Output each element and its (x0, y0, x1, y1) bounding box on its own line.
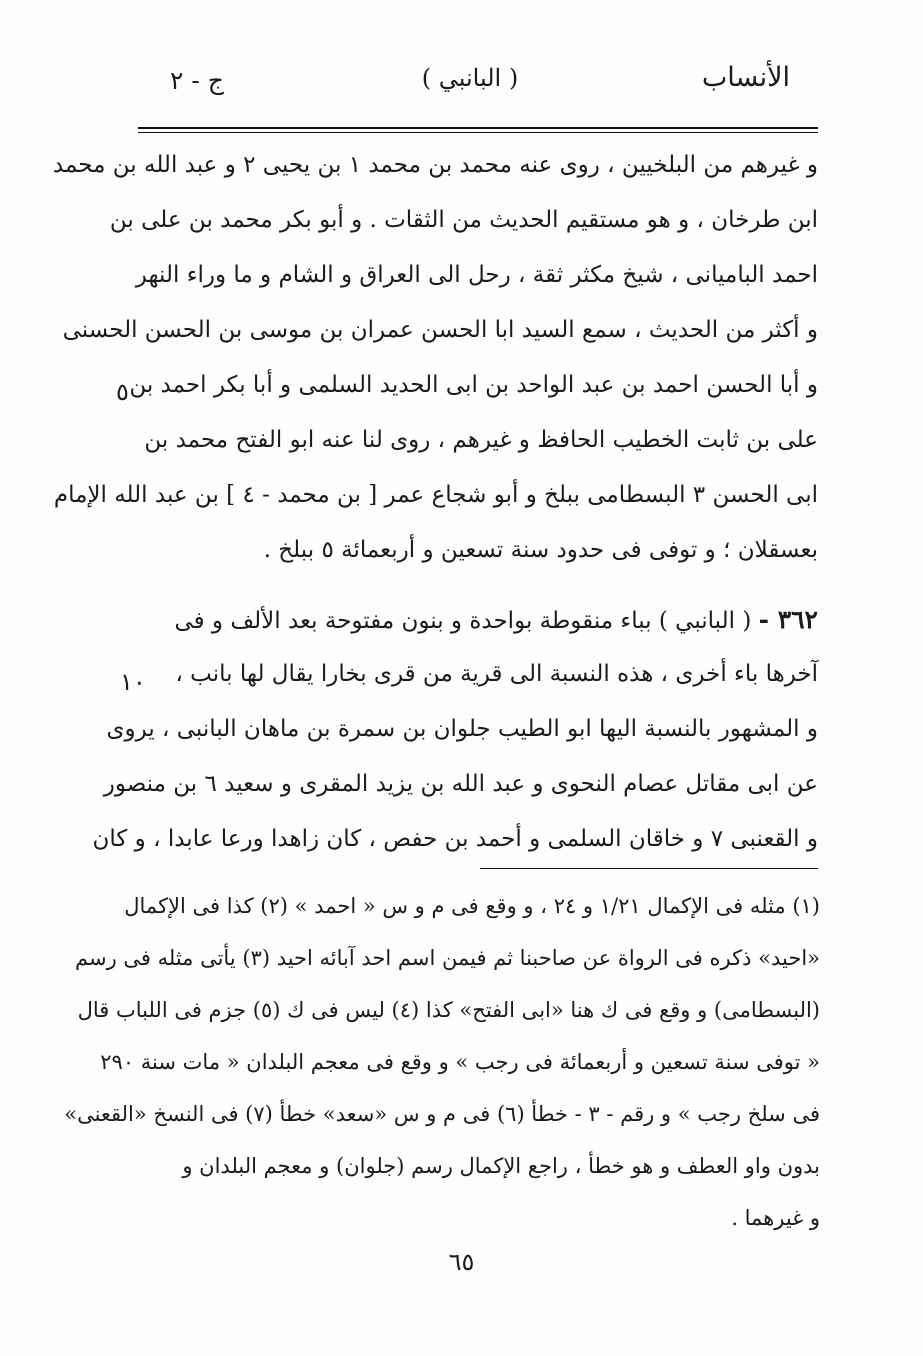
text-line: ابى الحسن ٣ البسطامى ببلخ و أبو شجاع عمر [ بن محمد - ٤ ] بن عبد الله الإمام (53, 482, 818, 508)
header-rule-thick (138, 127, 818, 129)
text-line: و المشهور بالنسبة اليها ابو الطيب جلوان بن سمرة بن ماهان البانبى ، يروى (106, 716, 818, 742)
text-line: ابن طرخان ، و هو مستقيم الحديث من الثقات . و أبو بكر محمد بن على بن (109, 207, 818, 233)
text-line: و القعنبى ٧ و خاقان السلمى و أحمد بن حفص ، كان زاهدا ورعا عابدا ، و كان (92, 826, 818, 852)
text-line: آخرها باء أخرى ، هذه النسبة الى قرية من قرى بخارا يقال لها بانب ، (175, 661, 818, 687)
entry-first-line (158, 592, 818, 647)
footnote-line: و غيرهما . (731, 1206, 820, 1230)
footnote-line: بدون واو العطف و هو خطأ ، راجع الإكمال رسم (جلوان) و معجم البلدان و (182, 1154, 820, 1178)
text-line: و غيرهم من البلخيين ، روى عنه محمد بن محمد ١ بن يحيى ٢ و عبد الله بن محمد (52, 152, 818, 178)
text-line: على بن ثابت الخطيب الحافظ و غيرهم ، روى لنا عنه ابو الفتح محمد بن (144, 427, 818, 453)
entry-number: ٣٦٢ - (758, 605, 818, 634)
text-line: و أبا الحسن احمد بن عبد الواحد بن ابى الحديد السلمى و أبا بكر احمد بن (129, 372, 818, 398)
page-number: ٦٥ (448, 1248, 475, 1276)
header-rule-thin (138, 132, 818, 133)
header-volume: ج - ٢ (170, 66, 224, 95)
entry-heading-text: ( البانبي ) بباء منقوطة بواحدة و بنون مفتوحة بعد الألف و فى (174, 608, 752, 634)
text-line: و أكثر من الحديث ، سمع السيد ابا الحسن عمران بن موسى بن الحسن الحسنى (62, 317, 818, 343)
footnote-line: (١) مثله فى الإكمال ١/٢١ و ٢٤ ، و وقع فى م و س « احمد » (٢) كذا فى الإكمال (124, 894, 820, 918)
footnotes (64, 880, 820, 1244)
footnote-separator (480, 868, 818, 869)
header-book-title: الأنساب (701, 62, 790, 93)
text-line: عن ابى مقاتل عصام النحوى و عبد الله بن يزيد المقرى و سعيد ٦ بن منصور (103, 771, 818, 797)
text-line: بعسقلان ؛ و توفى فى حدود سنة تسعين و أربعمائة ٥ ببلخ . (263, 537, 818, 563)
margin-line-number-5: ٥ (116, 378, 129, 406)
footnote-line: (البسطامى) و وقع فى ك هنا «ابى الفتح» كذا (٤) ليس فى ك (٥) جزم فى اللباب قال (77, 998, 820, 1022)
footnote-line: « توفى سنة تسعين و أربعمائة فى رجب » و وقع فى معجم البلدان « مات سنة ٢٩٠ (100, 1050, 820, 1074)
footnote-line: «احيد» ذكره فى الرواة عن صاحبنا ثم فيمن اسم احد آبائه احيد (٣) يأتى مثله فى رسم (75, 946, 820, 970)
margin-line-number-10: ١٠ (120, 668, 146, 696)
text-line: احمد الباميانى ، شيخ مكثر ثقة ، رحل الى العراق و الشام و ما وراء النهر (135, 262, 818, 288)
running-header (150, 62, 790, 112)
footnote-line: فى سلخ رجب » و رقم - ٣ - خطأ (٦) فى م و س «سعد» خطأ (٧) فى النسخ «القعنى» (64, 1102, 820, 1126)
header-entry-title: ( البانبي ) (421, 64, 519, 92)
